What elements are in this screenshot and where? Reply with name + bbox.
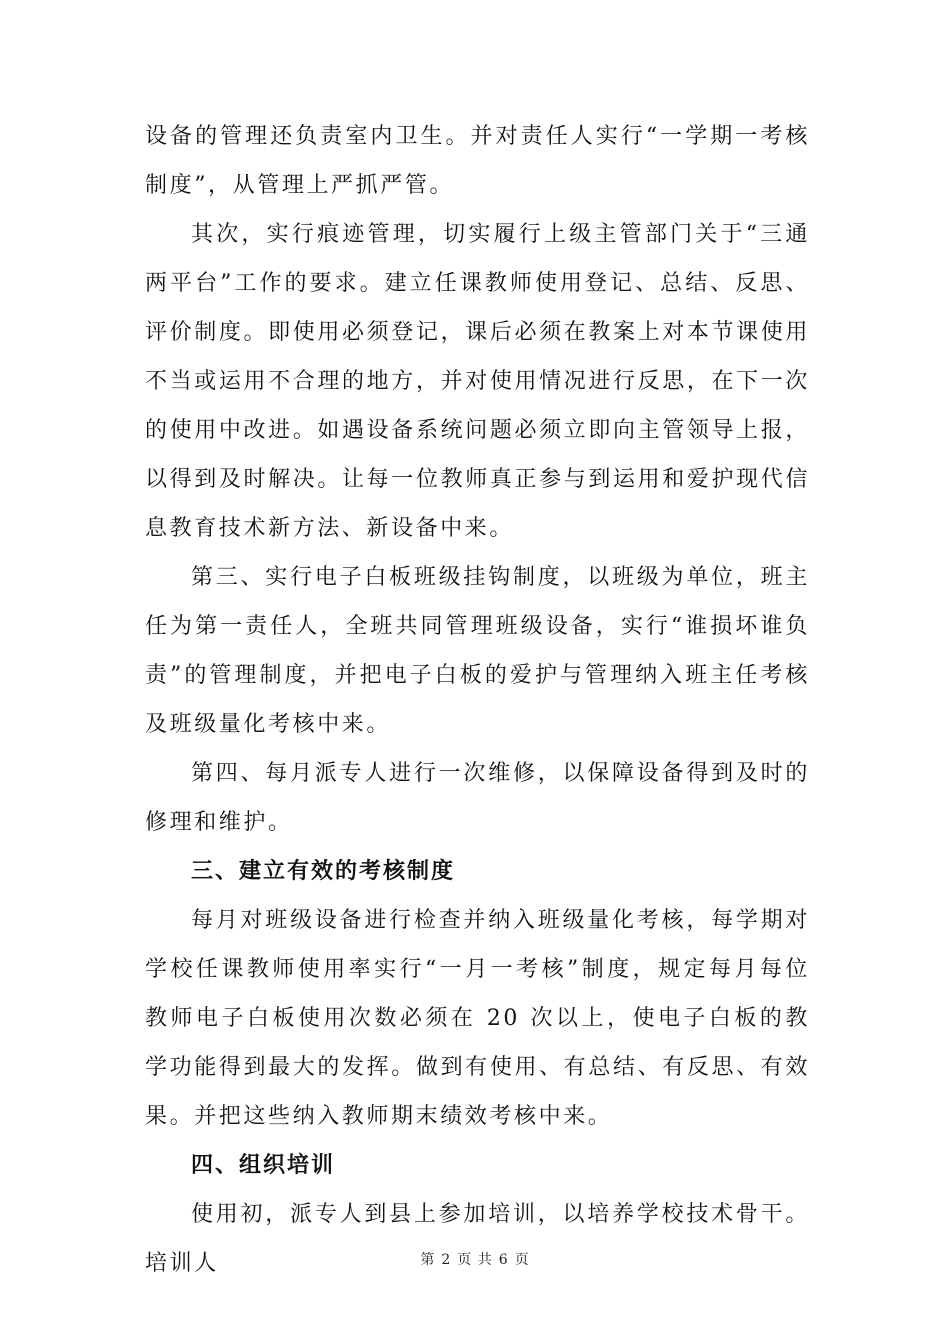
paragraph-trace-management: 其次，实行痕迹管理，切实履行上级主管部门关于“三通两平台”工作的要求。建立任课教师使用登记、总结、反思、评价制度。即使用必须登记，课后必须在教案上对本节课使用不当或运用不合理的地方，并对使用情况进行反思，在下一次的使用中改进。如遇设备系统问题必须立即向主管领导上报，以得到及时解决。让每一位教师真正参与到运用和爱护现代信息教育技术新方法、新设备中来。 — [145, 222, 810, 541]
paragraph-equipment-management: 设备的管理还负责室内卫生。并对责任人实行“一学期一考核制度”，从管理上严抓严管。 — [145, 124, 810, 198]
paragraph-training: 使用初，派专人到县上参加培训，以培养学校技术骨干。培训人 — [145, 1202, 810, 1276]
footer-prefix: 第 — [420, 1252, 436, 1268]
document-body — [145, 112, 810, 1288]
paragraph-assessment: 每月对班级设备进行检查并纳入班级量化考核，每学期对学校任课教师使用率实行“一月一考核”制度，规定每月每位教师电子白板使用次数必须在 20 次以上，使电子白板的教学功能得到最大的发挥。做到有使用、有总结、有反思、有效果。并把这些纳入教师期末绩效考核中来。 — [145, 908, 810, 1129]
footer-suffix: 页 — [514, 1252, 530, 1268]
footer-mid: 页 共 — [457, 1252, 493, 1268]
page-footer — [0, 1249, 950, 1269]
section-heading-assessment: 三、建立有效的考核制度 — [191, 859, 456, 884]
section-heading-training: 四、组织培训 — [191, 1153, 336, 1178]
footer-page-number: 2 — [441, 1252, 452, 1268]
paragraph-class-responsibility: 第三、实行电子白板班级挂钩制度，以班级为单位，班主任为第一责任人，全班共同管理班级设备，实行“谁损坏谁负责”的管理制度，并把电子白板的爱护与管理纳入班主任考核及班级量化考核中来。 — [145, 565, 810, 737]
paragraph-monthly-maintenance: 第四、每月派专人进行一次维修，以保障设备得到及时的修理和维护。 — [145, 761, 810, 835]
footer-total-pages: 6 — [498, 1252, 509, 1268]
